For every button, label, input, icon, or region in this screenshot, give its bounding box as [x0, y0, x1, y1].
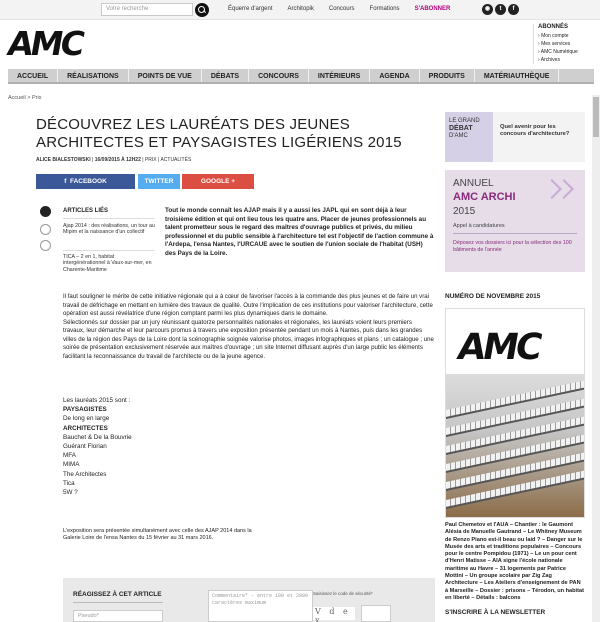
publish-date: 16/09/2015 À 12H22 [94, 157, 141, 163]
top-bar [0, 0, 600, 20]
cover-logo: AMC [454, 327, 543, 368]
list-item: De long en large [63, 415, 110, 423]
article-body [63, 293, 435, 361]
subscriber-link-digital[interactable]: › AMC Numérique [538, 49, 578, 55]
article-icon [40, 206, 51, 217]
captcha-input[interactable] [361, 605, 391, 622]
divider [63, 218, 155, 219]
captcha-image: V d e x [313, 607, 355, 620]
subscribe-link[interactable]: S'ABONNER [414, 6, 451, 12]
twitter-icon[interactable]: t [495, 4, 506, 15]
nav-item-accueil[interactable]: ACCUEIL [8, 69, 58, 82]
annuel-banner[interactable] [445, 170, 585, 272]
scrollbar[interactable] [592, 95, 600, 622]
divider [63, 250, 155, 251]
body-paragraph: Il faut souligner le mérite de cette initiative régionale qui a à cœur de favoriser l'accès à la commande des plus jeunes et de faire un vrai travail de défrichage en mettant en lumière des travaux de qualité. Outre l'implication de ces institutions pour valoriser l'architecture, cette opération est aussi révélatrice d'une région comptant parmi les plus dynamiques dans le domaine. [63, 293, 433, 317]
main-nav [8, 69, 594, 84]
issue-summary: Paul Chemetov et l'AUA – Chantier : le Gaumont Alésia de Manuelle Gautrand – Le Whitney Museum de Renzo Piano est-il beau ou laid ? – Danger sur le Musée des arts et traditions populaires – Concours pour le centre Pompidou (1971) – Le un pour cent d'Henri Matisse – AIA signe l'école nationale maritime au Havre – 31 logements par Patrice Mottini – Un groupe scolaire par Zig Zag Architecture – Les Ateliers d'enseignement de PAN à Marseille – Dossier : prisons – Térodon, un habitat en liberté – Détails : balcons [445, 522, 584, 601]
divider [73, 602, 163, 603]
list-item: The Architectes [63, 470, 107, 478]
nav-item-agenda[interactable]: AGENDA [370, 69, 419, 82]
debate-banner-text: Quel avenir pour les concours d'architecture? [500, 124, 570, 137]
site-logo[interactable]: AMC [4, 24, 86, 63]
print-icon[interactable] [40, 224, 51, 235]
nav-item-realisations[interactable]: RÉALISATIONS [58, 69, 129, 82]
search-icon[interactable] [195, 3, 209, 17]
body-paragraph: Sélectionnés sur dossier par un jury réunissant quatorze personnalités nationales et régionales, les lauréats voient leurs premiers travaux, leur démarche et leur parcours promus à travers une exposition présentée pendant un mois à Nantes, puis dans les grandes villes de la région des Pays de la Loire dont la scénographie soignée valorise photos, images infographiques et plans ; un catalogue ; une soirée de présentation exclusivement réservée aux maîtres d'ouvrage ; un site Internet diffusant auprès d'un large public les éléments facilitant la reconnaissance du travail de l'architecte ou de la jeune agence. [63, 318, 434, 360]
top-link-concours[interactable]: Concours [328, 6, 355, 12]
chevron-right-icon [554, 179, 574, 199]
cover-photo [446, 374, 585, 518]
related-articles-title: ARTICLES LIÉS [63, 208, 109, 214]
list-intro: Les lauréats 2015 sont : [63, 397, 131, 404]
list-heading-paysagistes: PAYSAGISTES [63, 406, 107, 414]
share-facebook-button[interactable]: f FACEBOOK [36, 174, 135, 189]
share-google-button[interactable]: GOOGLE + [182, 174, 254, 189]
pseudo-input[interactable]: Pseudo* [73, 610, 163, 622]
subscriber-link-services[interactable]: › Mes services [538, 41, 571, 47]
list-item: Guérant Florian [63, 443, 107, 451]
debate-banner-label: LE GRAND DÉBAT D'AMC [445, 112, 493, 162]
top-link-formations[interactable]: Formations [369, 6, 400, 12]
category-link[interactable]: PRIX [144, 157, 157, 163]
subscriber-title: ABONNÉS [538, 24, 569, 30]
list-item: MFA [63, 452, 76, 460]
winners-list [63, 396, 263, 497]
captcha-label: Saisissez le code de sécurité* [313, 591, 373, 596]
subscriber-box [533, 24, 593, 64]
annuel-year: 2015 [453, 206, 476, 217]
nav-item-concours[interactable]: CONCOURS [249, 69, 309, 82]
magazine-cover[interactable] [445, 308, 585, 518]
related-article-link[interactable]: Ajap 2014 : des réalisations, un tour au Mipim et la naissance d'un collectif [63, 223, 155, 236]
divider [453, 233, 577, 234]
comment-textarea[interactable]: Commentaire* - entre 100 et 2000 caractères maximum [208, 590, 313, 622]
annuel-brand: AMC ARCHI [453, 191, 516, 203]
article-lead: Tout le monde connaît les AJAP mais il y a aussi les JAPL qui en sont déjà à leur troisième édition et qui ont lieu tous les quatre ans. Placer de jeunes professionnels au talent prometteur sous le regard des maîtres d'ouvrage publics et privés, du milieu professionnel et du public sensible à l'architecture tel est l'objectif de l'action commune à l'Ardepa, l'ensa Nantes, l'URCAUE avec le soutien de l'union sociale de l'habitat (USH) des Pays de la Loire. [165, 207, 434, 257]
comment-form [63, 578, 435, 622]
top-link-architopik[interactable]: Architopik [287, 6, 314, 12]
nav-item-interieurs[interactable]: INTÉRIEURS [309, 69, 370, 82]
article-byline: ALICE BIALESTOWSKI | 16/09/2015 À 12H22 | PRIX | ACTUALITÉS [36, 157, 192, 163]
annuel-call: Appel à candidatures [453, 223, 505, 229]
list-item: MIMA [63, 461, 80, 469]
top-link-equerre[interactable]: Équerre d'argent [228, 6, 273, 12]
mail-icon[interactable] [40, 240, 51, 251]
exhibition-note: L'exposition sera présentée simultanément avec celle des AJAP 2014 dans la Galerie Loire de l'ensa Nantes du 15 février au 31 mars 2016. [63, 528, 252, 541]
facebook-icon[interactable]: f [508, 4, 519, 15]
rss-icon[interactable]: ◉ [482, 4, 493, 15]
breadcrumb[interactable]: Accueil > Prix [8, 95, 42, 101]
scrollbar-thumb[interactable] [593, 97, 599, 137]
related-article-link[interactable]: TICA – 2 en 1, habitat intergénérationnel à Vaux-sur-mer, en Charente-Maritime [63, 254, 152, 273]
author[interactable]: ALICE BIALESTOWSKI [36, 157, 91, 163]
comment-title: RÉAGISSEZ À CET ARTICLE [73, 591, 162, 598]
issue-title: NUMÉRO DE NOVEMBRE 2015 [445, 293, 541, 300]
share-twitter-button[interactable]: TWITTER [138, 174, 180, 189]
list-item: 5W ? [63, 489, 78, 497]
list-heading-architectes: ARCHITECTES [63, 424, 108, 432]
list-item: Bauchet & De la Bouvrie [63, 433, 132, 441]
annuel-cta[interactable]: Déposez vos dossiers ici pour la sélection des 100 bâtiments de l'année [453, 240, 572, 253]
debate-banner[interactable] [445, 112, 585, 162]
subscriber-link-account[interactable]: › Mon compte [538, 33, 569, 39]
subscriber-link-archives[interactable]: › Archives [538, 57, 560, 63]
nav-item-materiautheque[interactable]: MATÉRIAUTHÈQUE [475, 69, 560, 82]
top-links [228, 6, 450, 12]
annuel-line: ANNUEL [453, 178, 494, 189]
list-item: Tica [63, 479, 75, 487]
nav-item-debats[interactable]: DÉBATS [202, 69, 249, 82]
newsletter-title[interactable]: S'INSCRIRE À LA NEWSLETTER [445, 609, 546, 616]
nav-item-produits[interactable]: PRODUITS [420, 69, 475, 82]
article-title: DÉCOUVREZ LES LAURÉATS DES JEUNES ARCHITECTES ET PAYSAGISTES LIGÉRIENS 2015 [36, 116, 402, 151]
nav-item-points-de-vue[interactable]: POINTS DE VUE [129, 69, 202, 82]
tag-link[interactable]: ACTUALITÉS [160, 157, 192, 163]
search-input[interactable]: Votre recherche [101, 3, 193, 16]
